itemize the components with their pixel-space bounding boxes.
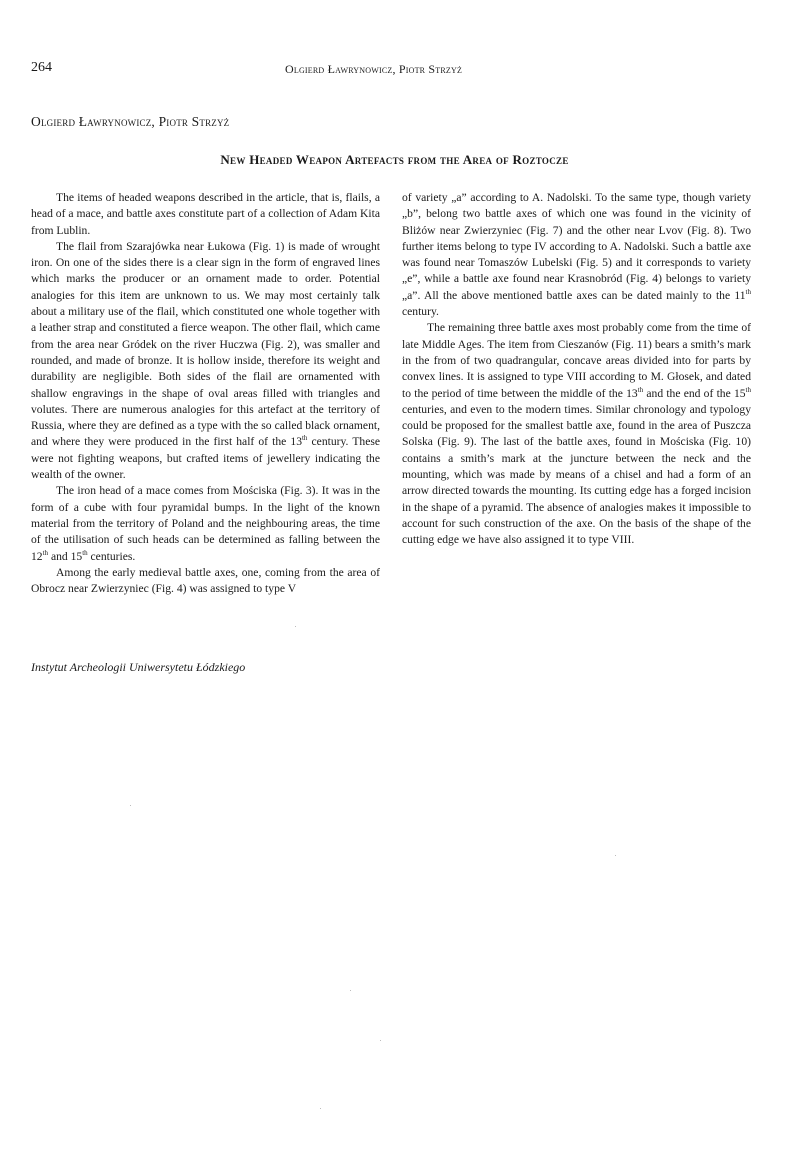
left-column: [31, 190, 380, 597]
article-title: New Headed Weapon Artefacts from the Area of Roztocze: [220, 152, 569, 167]
scan-speck: [295, 626, 296, 627]
paragraph: The flail from Szarajówka near Łukowa (Fig. 1) is made of wrought iron. On one of the sides there is a clear sign in the form of engraved lines which marks the producer or an ornament made to order. Potential analogies for this item are unknown to us. We may most certainly talk about a military use of the flail, which constituted one whole together with a leather strap and constituted a fierce weapon. The other flail, which came from the area near Gródek on the river Huczwa (Fig. 2), was smaller and rounded, and made of bronze. It is hollow inside, therefore its weight and durability are negligible. Both sides of the flail are ornamented with shallow engravings in the shape of oval areas filled with triangles and volutes. There are numerous analogies for this artefact at the territory of Russia, where they are defined as a type with the so called black ornament, and where they were produced in the first half of the 13th century. These were not fighting weapons, but crafted items of jewellery indicating the wealth of the owner.: [31, 239, 380, 482]
article-authors: Olgierd Ławrynowicz, Piotr Strzyż: [31, 114, 230, 129]
page-number: 264: [31, 60, 52, 75]
scan-speck: [320, 1108, 321, 1109]
paragraph: of variety „a” according to A. Nadolski. To the same type, though variety „b”, belong two battle axes of which one was found in the vicinity of Bliżów near Zwierzyniec (Fig. 7) and the other near Lvov (Fig. 8). Two further items belong to type IV according to A. Nadolski. Such a battle axe was found near Tomaszów Lubelski (Fig. 5) and it corresponds to variety „e”, while a battle axe found near Krasnobród (Fig. 4) belongs to variety „a”. All the above mentioned battle axes can be dated mainly to the 11th century.: [402, 191, 751, 319]
right-column: [402, 190, 751, 549]
scan-speck: [130, 805, 131, 806]
scan-speck: [380, 1040, 381, 1041]
paragraph: The iron head of a mace comes from Mościska (Fig. 3). It was in the form of a cube with four pyramidal bumps. In the light of the known material from the territory of Poland and the neighbouring areas, the time of the utilisation of such heads can be determined as falling between the 12th and 15th centuries.: [31, 484, 380, 563]
paragraph: The remaining three battle axes most probably come from the time of late Middle Ages. The item from Cieszanów (Fig. 11) bears a smith’s mark in the from of two quadrangular, concave areas divided into for parts by convex lines. It is assigned to type VIII according to M. Głosek, and dated to the period of time between the middle of the 13th and the end of the 15th centuries, and even to the modern times. Similar chronology and typology could be proposed for the smallest battle axe, found in the area of Puszcza Solska (Fig. 9). The last of the battle axes, found in Mościska (Fig. 10) contains a smith’s mark at the juncture between the neck and the mounting, which was made by means of a chisel and had a form of an arrow directed towards the mounting. Its cutting edge has a forged incision in the shape of a pyramid. The absence of analogies makes it impossible to account for such construction of the axe. On the basis of the shape of the cutting edge we have also assigned it to type VIII.: [402, 321, 751, 547]
author-affiliation: Instytut Archeologii Uniwersytetu Łódzkiego: [31, 660, 246, 674]
paragraph: Among the early medieval battle axes, one, coming from the area of Obrocz near Zwierzyniec (Fig. 4) was assigned to type V: [31, 565, 380, 596]
scan-speck: [350, 990, 351, 991]
scan-speck: [615, 855, 616, 856]
running-head: Olgierd Ławrynowicz, Piotr Strzyż: [285, 62, 463, 76]
paragraph: The items of headed weapons described in the article, that is, flails, a head of a mace, and battle axes constitute part of a collection of Adam Kita from Lublin.: [31, 191, 380, 237]
